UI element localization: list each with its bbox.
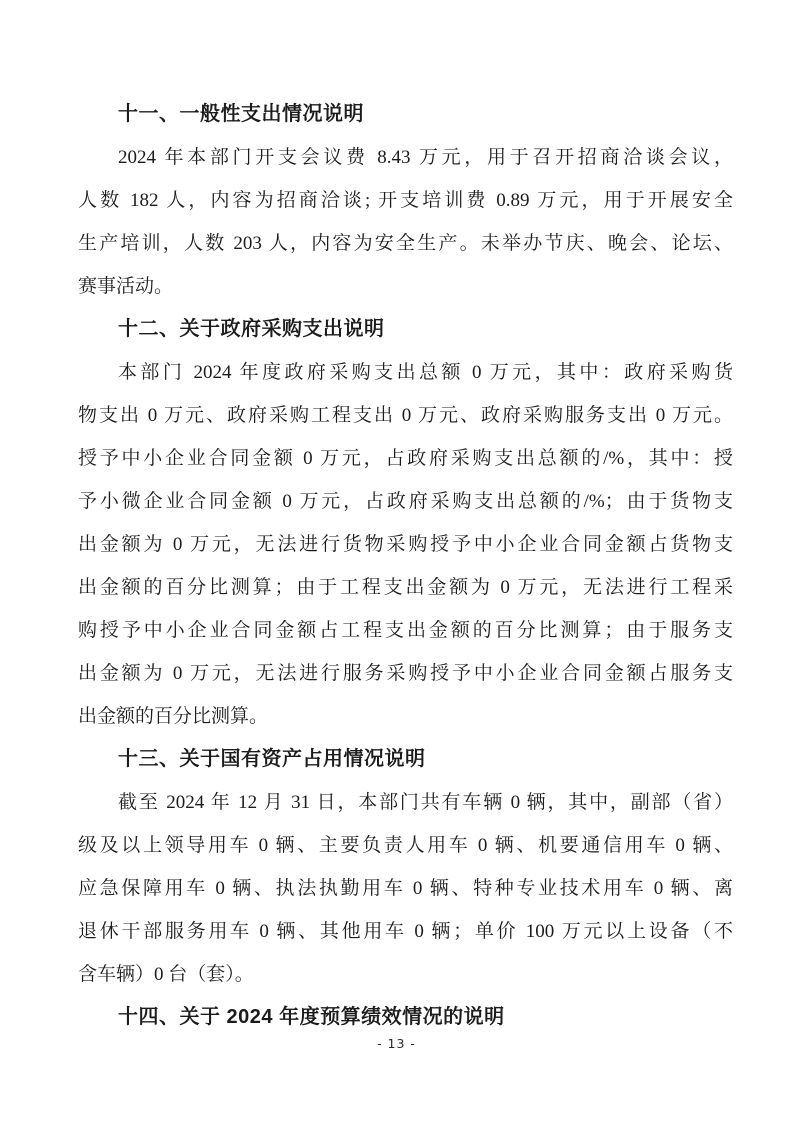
paragraph-line: 赛事活动。	[78, 276, 174, 297]
paragraph-line: 出金额为 0 万元，无法进行服务采购授予中小企业合同金额占服务支	[78, 663, 733, 684]
document-body	[78, 93, 733, 1039]
paragraph-line: 出金额为 0 万元，无法进行货物采购授予中小企业合同金额占货物支	[78, 534, 733, 555]
paragraph-line: 出金额的百分比测算。	[78, 706, 269, 727]
paragraph-line: 含车辆）0 台（套）。	[78, 964, 254, 985]
paragraph-line: 授予中小企业合同金额 0 万元，占政府采购支出总额的/%，其中：授	[78, 448, 733, 469]
section-12-heading: 十二、关于政府采购支出说明	[118, 318, 385, 340]
paragraph-line: 人数 182 人，内容为招商洽谈; 开支培训费 0.89 万元，用于开展安全	[78, 190, 733, 211]
section-14-heading: 十四、关于 2024 年度预算绩效情况的说明	[118, 1006, 505, 1028]
section-11-heading: 十一、一般性支出情况说明	[118, 103, 364, 125]
paragraph-line: 截至 2024 年 12 月 31 日，本部门共有车辆 0 辆，其中，副部（省）	[118, 792, 733, 813]
paragraph-line: 生产培训，人数 203 人，内容为安全生产。未举办节庆、晚会、论坛、	[78, 233, 733, 254]
paragraph-line: 2024 年本部门开支会议费 8.43 万元，用于召开招商洽谈会议，	[118, 147, 733, 168]
paragraph-line: 应急保障用车 0 辆、执法执勤用车 0 辆、特种专业技术用车 0 辆、离	[78, 878, 733, 899]
page-number: - 13 -	[377, 1036, 416, 1051]
paragraph-line: 退休干部服务用车 0 辆、其他用车 0 辆；单价 100 万元以上设备（不	[78, 921, 733, 942]
paragraph-line: 出金额的百分比测算；由于工程支出金额为 0 万元，无法进行工程采	[78, 577, 733, 598]
paragraph-line: 本部门 2024 年度政府采购支出总额 0 万元，其中：政府采购货	[118, 362, 733, 383]
section-13-heading: 十三、关于国有资产占用情况说明	[118, 748, 426, 770]
paragraph-line: 物支出 0 万元、政府采购工程支出 0 万元、政府采购服务支出 0 万元。	[78, 405, 733, 426]
paragraph-line: 予小微企业合同金额 0 万元，占政府采购支出总额的/%；由于货物支	[78, 491, 733, 512]
paragraph-line: 级及以上领导用车 0 辆、主要负责人用车 0 辆、机要通信用车 0 辆、	[78, 835, 733, 856]
paragraph-line: 购授予中小企业合同金额占工程支出金额的百分比测算；由于服务支	[78, 620, 733, 641]
